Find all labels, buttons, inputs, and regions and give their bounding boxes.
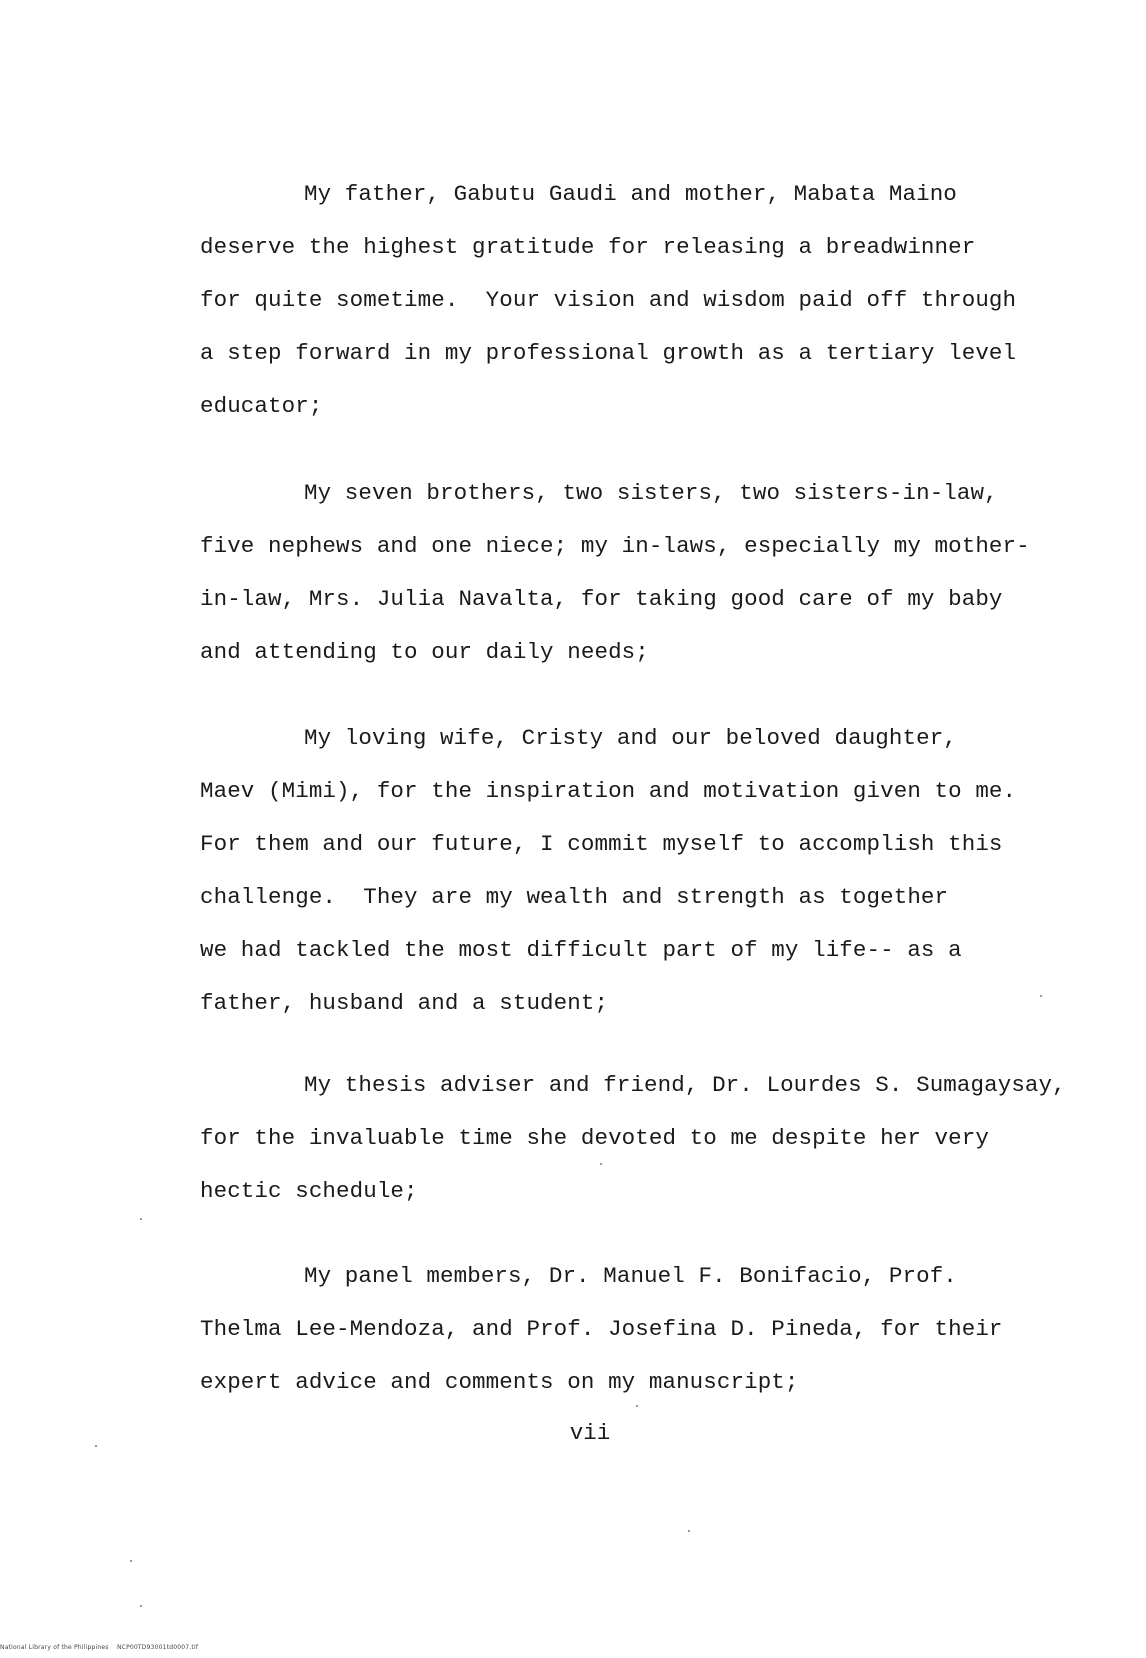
scan-speck bbox=[1040, 995, 1042, 997]
text-line: and attending to our daily needs; bbox=[200, 639, 649, 665]
text-line: educator; bbox=[200, 393, 323, 419]
text-line: Thelma Lee-Mendoza, and Prof. Josefina D. Pineda, for their bbox=[200, 1316, 1003, 1342]
page-number: vii bbox=[569, 1420, 611, 1446]
scan-speck bbox=[140, 1605, 142, 1607]
text-line: in-law, Mrs. Julia Navalta, for taking good care of my baby bbox=[200, 586, 1003, 612]
scan-speck bbox=[636, 1405, 638, 1407]
text-line: For them and our future, I commit myself to accomplish this bbox=[200, 831, 1003, 857]
text-line: My loving wife, Cristy and our beloved daughter, bbox=[304, 725, 957, 751]
scan-speck bbox=[688, 1530, 690, 1532]
paragraph-panel bbox=[200, 1250, 1080, 1409]
paragraph-family bbox=[200, 712, 1080, 1030]
scan-speck bbox=[95, 1445, 97, 1447]
text-line: father, husband and a student; bbox=[200, 990, 609, 1016]
paragraph-adviser bbox=[200, 1059, 1080, 1218]
text-line: we had tackled the most difficult part of my life-- as a bbox=[200, 937, 962, 963]
text-line: five nephews and one niece; my in-laws, especially my mother- bbox=[200, 533, 1030, 559]
text-line: expert advice and comments on my manuscript; bbox=[200, 1369, 799, 1395]
text-line: My thesis adviser and friend, Dr. Lourdes S. Sumagaysay, bbox=[304, 1072, 1066, 1098]
scan-speck bbox=[130, 1560, 132, 1562]
paragraph-siblings bbox=[200, 467, 1080, 679]
text-line: for the invaluable time she devoted to me despite her very bbox=[200, 1125, 989, 1151]
paragraph-parents bbox=[200, 168, 1080, 433]
text-line: hectic schedule; bbox=[200, 1178, 418, 1204]
scan-footer: National Library of the Philippines NCP00TD93001td0007.tif bbox=[0, 1644, 199, 1651]
text-line: deserve the highest gratitude for releasing a breadwinner bbox=[200, 234, 976, 260]
text-line: My father, Gabutu Gaudi and mother, Mabata Maino bbox=[304, 181, 957, 207]
scan-speck bbox=[140, 1218, 142, 1220]
text-line: for quite sometime. Your vision and wisdom paid off through bbox=[200, 287, 1017, 313]
text-line: Maev (Mimi), for the inspiration and motivation given to me. bbox=[200, 778, 1017, 804]
text-line: My panel members, Dr. Manuel F. Bonifacio, Prof. bbox=[304, 1263, 957, 1289]
scan-speck bbox=[600, 1163, 602, 1165]
text-line: a step forward in my professional growth as a tertiary level bbox=[200, 340, 1017, 366]
text-line: My seven brothers, two sisters, two sisters-in-law, bbox=[304, 480, 998, 506]
text-line: challenge. They are my wealth and strength as together bbox=[200, 884, 949, 910]
